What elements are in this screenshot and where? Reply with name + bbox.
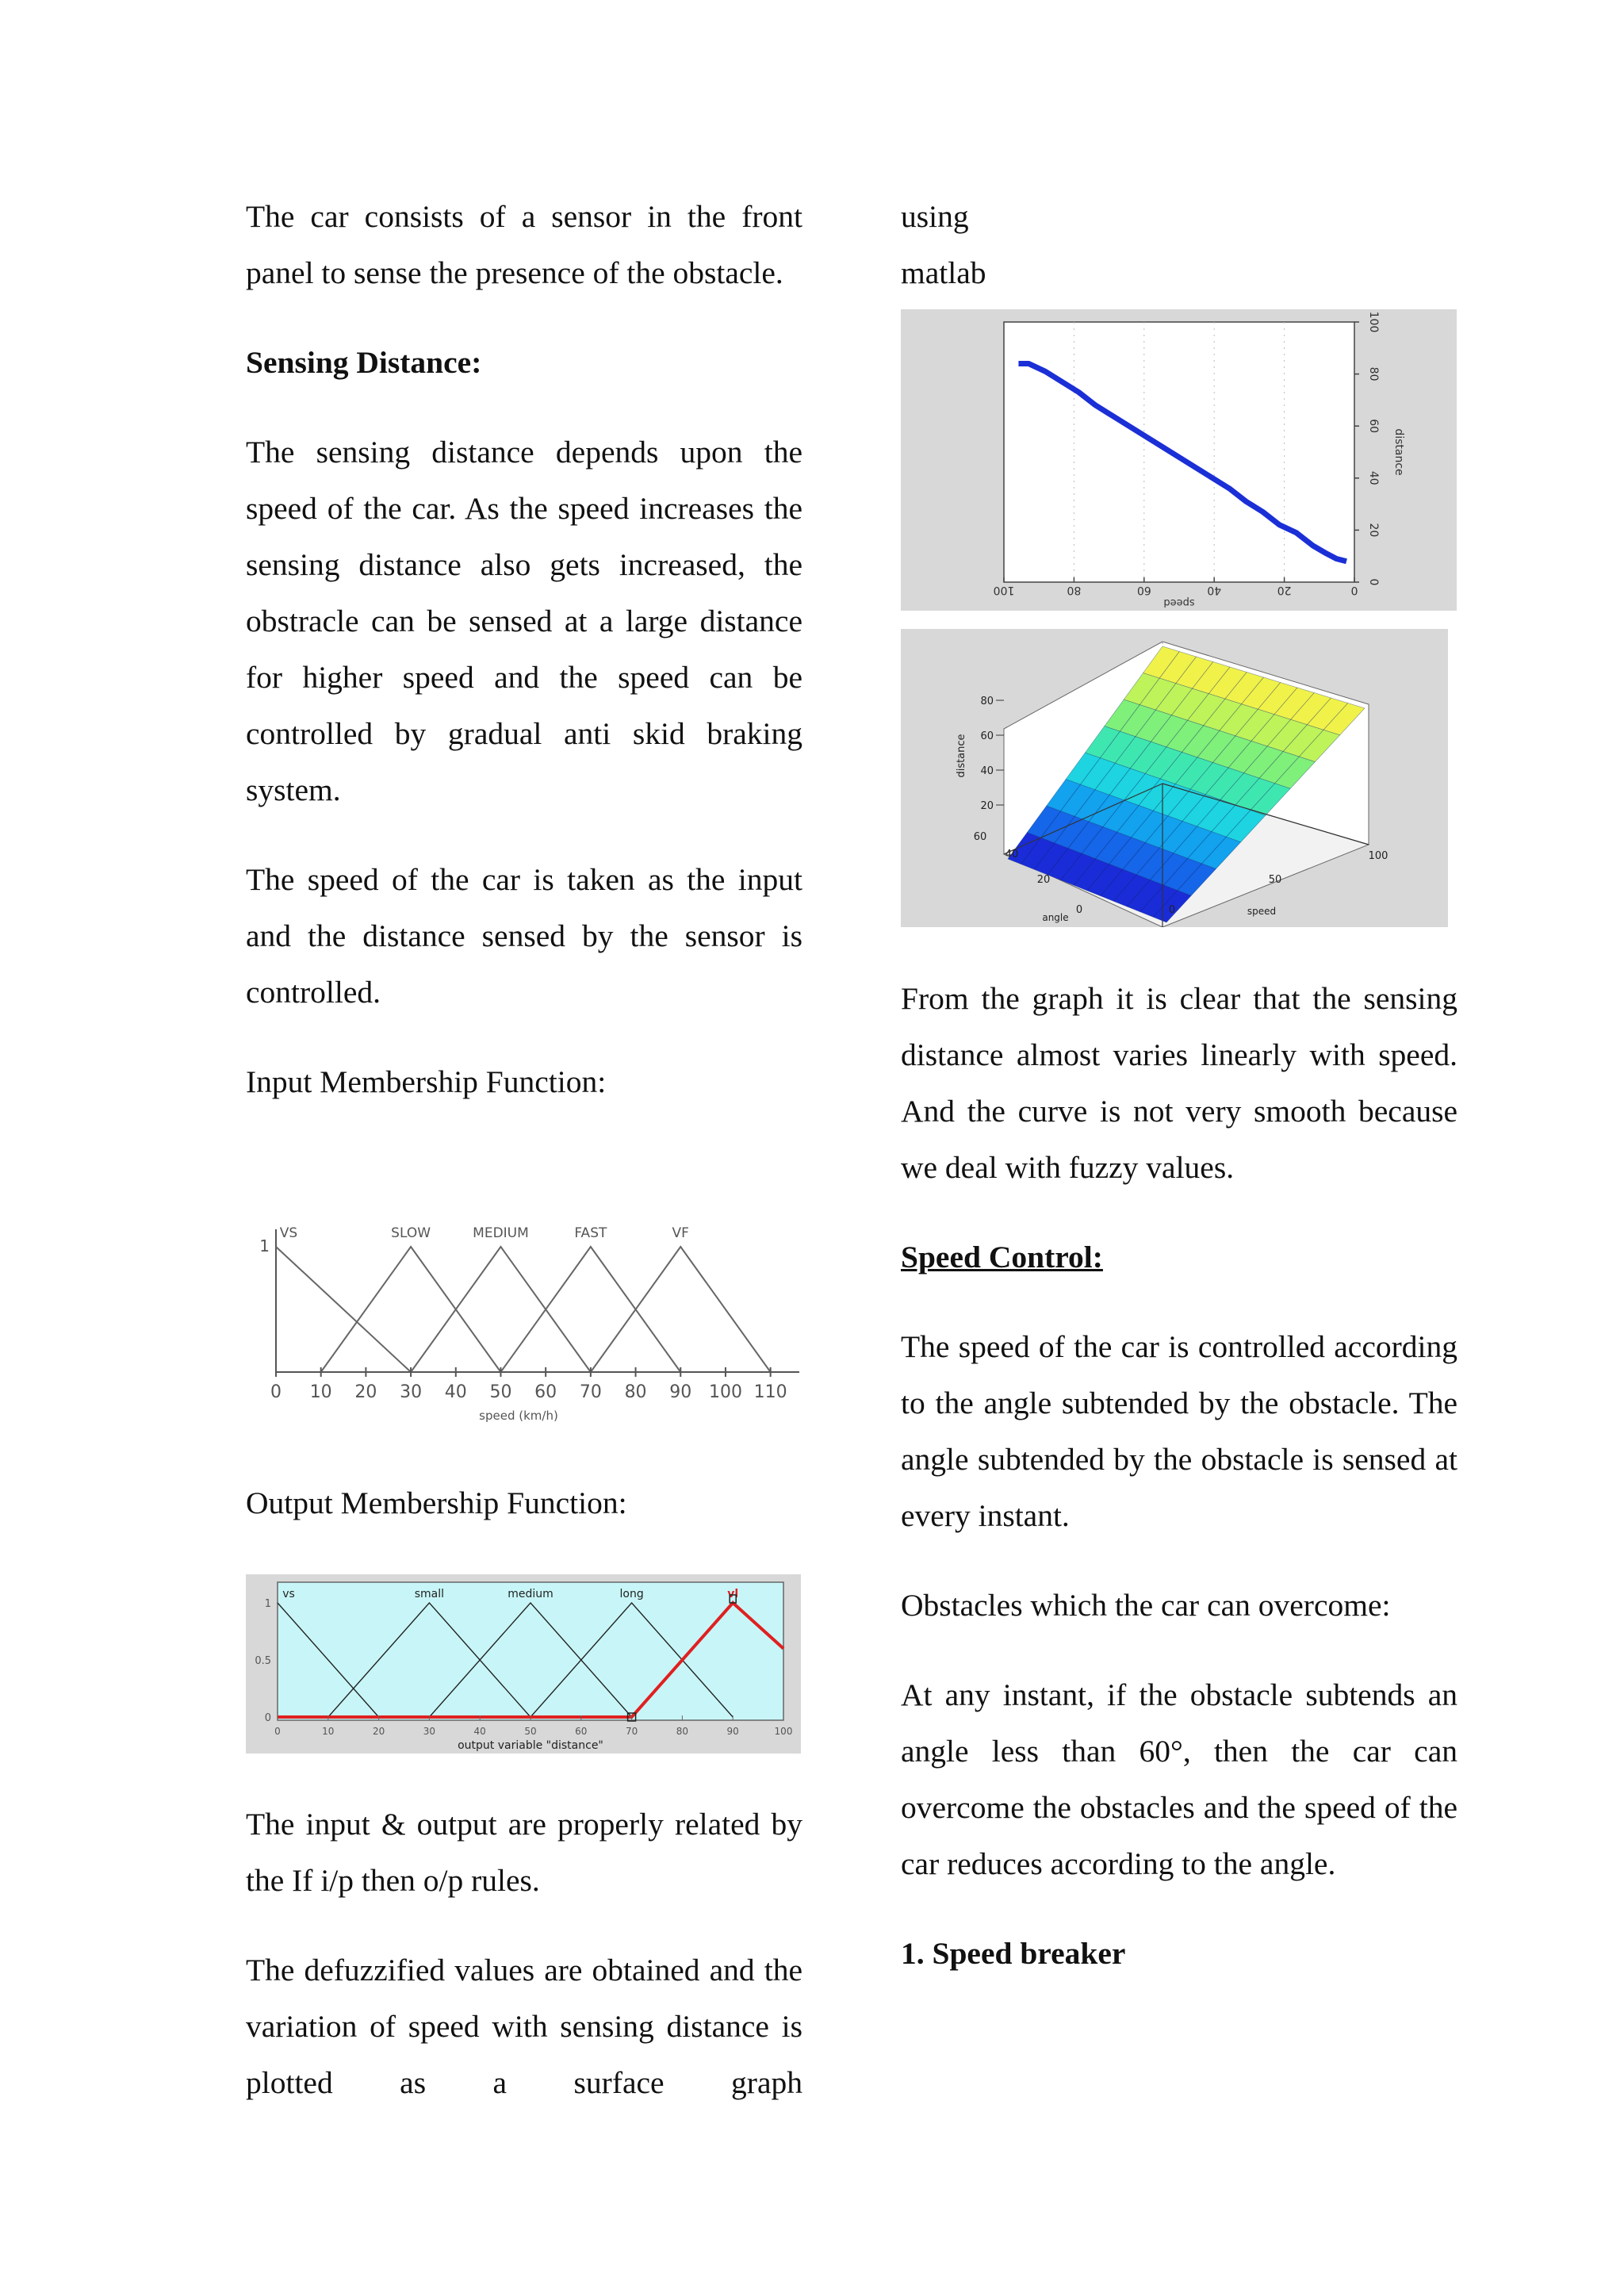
speed-axis-label: speed <box>1247 906 1277 917</box>
paragraph-sensing-distance: The sensing distance depends upon the speed of the car. As the speed increases the sensing distance also gets increased, the obstracle can be sensed at a large distance for higher speed and the speed can be controlled by gradual anti skid braking system. <box>246 435 802 807</box>
speed-tick-label: 50 <box>1268 874 1282 886</box>
y-tick-label: 0.5 <box>255 1655 271 1667</box>
y-tick-label: 20 <box>1367 523 1380 538</box>
continuation-using: using <box>901 199 969 234</box>
z-tick-label: 80 <box>980 696 994 707</box>
y-tick-label: 1 <box>259 1236 270 1255</box>
z-tick-label: 20 <box>980 800 994 812</box>
x-tick-label: 20 <box>354 1382 377 1402</box>
legend-label: MEDIUM <box>473 1225 529 1241</box>
x-tick-label: 110 <box>753 1382 787 1402</box>
y-tick-label: 0 <box>264 1712 271 1724</box>
input-mf-label: Input Membership Function: <box>246 1064 607 1099</box>
surface-plot-figure <box>901 629 1448 927</box>
legend-label: VS <box>279 1225 298 1241</box>
x-tick-label: 20 <box>1277 584 1292 596</box>
x-tick-label: 80 <box>624 1382 647 1402</box>
speed-distance-plot <box>901 309 1457 611</box>
y-tick-label: 60 <box>1367 419 1380 434</box>
x-tick-label: 20 <box>372 1726 385 1737</box>
y-tick-label: 1 <box>264 1598 271 1610</box>
x-tick-label: 60 <box>575 1726 588 1737</box>
x-axis-label: speed <box>1163 596 1195 608</box>
legend-label: long <box>619 1588 644 1600</box>
y-tick-label: 100 <box>1367 311 1380 333</box>
paragraph-obstacles-heading: Obstacles which the car can overcome: <box>901 1588 1391 1623</box>
speed-tick-label: 100 <box>1368 850 1388 862</box>
x-tick-label: 90 <box>726 1726 739 1737</box>
x-tick-label: 80 <box>1067 584 1082 596</box>
angle-axis-label: angle <box>1042 912 1069 923</box>
y-tick-label: 40 <box>1367 470 1380 485</box>
legend-label: small <box>414 1588 445 1600</box>
series-slow <box>321 1247 501 1372</box>
output-membership-figure <box>246 1574 801 1754</box>
x-tick-label: 30 <box>423 1726 436 1737</box>
x-tick-label: 30 <box>400 1382 423 1402</box>
left-column-bottom <box>246 1796 802 2111</box>
output-membership-chart <box>246 1574 801 1754</box>
z-tick-label: 60 <box>980 730 994 742</box>
x-tick-label: 100 <box>774 1726 793 1737</box>
legend-label: vl <box>727 1588 739 1600</box>
x-tick-label: 50 <box>489 1382 512 1402</box>
x-tick-label: 80 <box>676 1726 689 1737</box>
left-column <box>246 189 802 1110</box>
paragraph-defuzzified: The defuzzified values are obtained and the variation of speed with sensing distance is plotted as a surface graph <box>246 1953 802 2100</box>
paragraph-sensor-intro: The car consists of a sensor in the front panel to sense the presence of the obstacle. <box>246 199 802 290</box>
x-tick-label: 100 <box>993 584 1015 596</box>
x-tick-label: 100 <box>708 1382 742 1402</box>
x-tick-label: 0 <box>274 1726 281 1737</box>
x-tick-label: 40 <box>1207 584 1222 596</box>
series-vs <box>276 1247 411 1372</box>
paragraph-graph-conclusion: From the graph it is clear that the sensing distance almost varies linearly with speed. And the curve is not very smooth because we deal with fuzzy values. <box>901 981 1457 1185</box>
heading-sensing-distance: Sensing Distance: <box>246 345 482 380</box>
x-tick-label: 90 <box>669 1382 692 1402</box>
list-item-speed-breaker: 1. Speed breaker <box>901 1936 1126 1971</box>
input-membership-chart <box>252 1213 802 1435</box>
x-tick-label: 0 <box>270 1382 282 1402</box>
angle-tick-label: 20 <box>1036 874 1051 886</box>
y-axis-label: distance <box>1392 428 1405 476</box>
z-tick-label: 40 <box>980 765 994 777</box>
right-column-text <box>901 971 1457 1982</box>
angle-tick-label: 60 <box>973 831 987 843</box>
legend-label: vs <box>282 1588 295 1600</box>
paragraph-angle-condition: At any instant, if the obstacle subtends an angle less than 60°, then the car can overcome the obstacles and the speed of the car reduces according to the angle. <box>901 1677 1457 1881</box>
x-tick-label: 40 <box>473 1726 486 1737</box>
legend-label: VF <box>672 1225 689 1241</box>
legend-label: medium <box>508 1588 553 1600</box>
x-tick-label: 60 <box>534 1382 557 1402</box>
angle-tick-label: 40 <box>1005 849 1019 861</box>
x-tick-label: 40 <box>444 1382 467 1402</box>
speed-distance-plot-figure <box>901 309 1457 611</box>
output-mf-label: Output Membership Function: <box>246 1485 627 1520</box>
x-tick-label: 70 <box>579 1382 602 1402</box>
x-axis-label: output variable "distance" <box>458 1739 603 1752</box>
x-tick-label: 0 <box>1350 584 1358 596</box>
y-tick-label: 0 <box>1367 578 1380 586</box>
speed-tick-label: 0 <box>1168 904 1176 916</box>
legend-label: FAST <box>574 1225 607 1241</box>
paragraph-io-rules: The input & output are properly related by the If i/p then o/p rules. <box>246 1807 802 1898</box>
plot-area <box>1004 322 1354 582</box>
paragraph-speed-input: The speed of the car is taken as the input and the distance sensed by the sensor is controlled. <box>246 862 802 1010</box>
paragraph-speed-control: The speed of the car is controlled according to the angle subtended by the obstacle. The angle subtended by the obstacle is sensed at every instant. <box>901 1329 1457 1533</box>
z-axis-label: distance <box>956 734 967 778</box>
series-fast <box>500 1247 680 1372</box>
x-tick-label: 10 <box>322 1726 335 1737</box>
legend-label: SLOW <box>391 1225 431 1241</box>
x-tick-label: 70 <box>625 1726 638 1737</box>
x-tick-label: 50 <box>524 1726 537 1737</box>
input-membership-figure <box>252 1213 802 1435</box>
x-axis-label: speed (km/h) <box>479 1409 558 1423</box>
y-tick-label: 80 <box>1367 366 1380 381</box>
x-tick-label: 60 <box>1136 584 1151 596</box>
heading-speed-control: Speed Control: <box>901 1240 1103 1274</box>
angle-tick-label: 0 <box>1075 904 1083 916</box>
x-tick-label: 10 <box>309 1382 332 1402</box>
surface-plot <box>901 629 1448 927</box>
series-medium <box>411 1247 591 1372</box>
series-vf <box>591 1247 771 1372</box>
continuation-matlab: matlab <box>901 255 986 290</box>
